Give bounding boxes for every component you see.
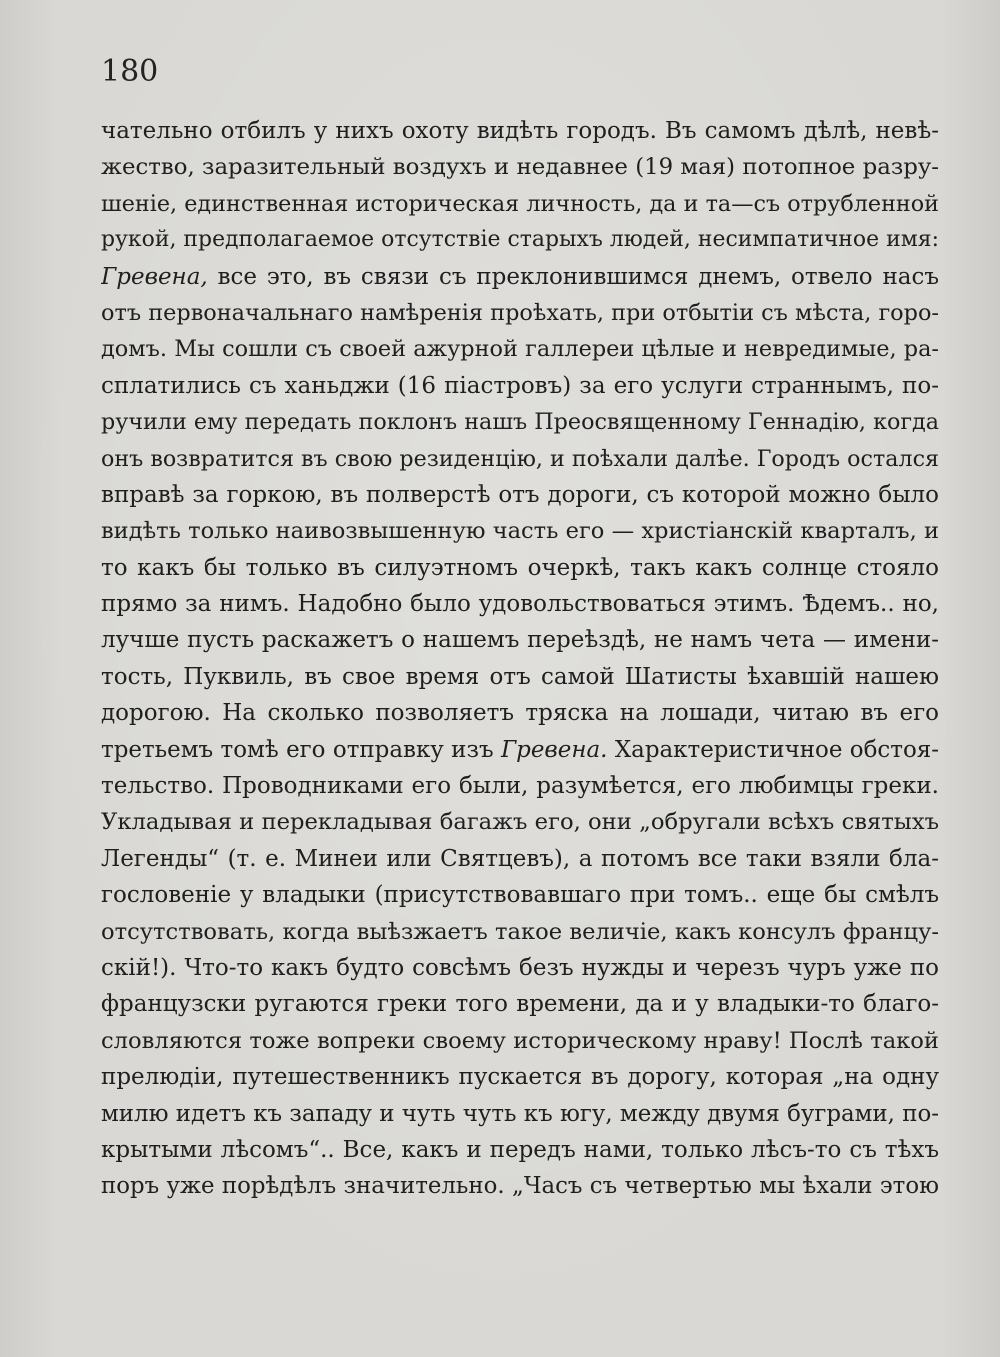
text-segment: лучше пусть раскажетъ о нашемъ переѣздѣ, не намъ чета — имени- (101, 627, 939, 654)
text-line (101, 1059, 939, 1095)
text-segment: рукой, предполагаемое отсутствіе старыхъ людей, несимпатичное имя: (101, 227, 939, 253)
text-line (101, 222, 939, 258)
text-line (101, 404, 939, 440)
text-segment: чательно отбилъ у нихъ охоту видѣть городъ. Въ самомъ дѣлѣ, невѣ- (101, 118, 939, 144)
text-line (101, 441, 939, 477)
text-line (101, 1168, 939, 1204)
text-segment: отсутствовать, когда выѣзжаетъ такое величіе, какъ консулъ францу- (101, 918, 939, 945)
text-line (101, 768, 939, 804)
text-line (101, 186, 939, 222)
text-segment: крытыми лѣсомъ“.. Все, какъ и передъ нами, только лѣсъ-то съ тѣхъ (101, 1136, 939, 1163)
text-segment: милю идетъ къ западу и чуть чуть къ югу, между двумя буграми, по- (101, 1100, 939, 1127)
text-line (101, 368, 939, 404)
text-line (101, 1023, 939, 1059)
text-segment: тельство. Проводниками его были, разумѣется, его любимцы греки. (101, 773, 939, 800)
text-line (101, 950, 939, 986)
text-segment: то какъ бы только въ силуэтномъ очеркѣ, такъ какъ солнце стояло (101, 554, 939, 581)
text-line (101, 877, 939, 913)
text-segment: видѣть только наивозвышенную часть его — христіанскій кварталъ, и (101, 518, 939, 545)
text-segment: третьемъ томѣ его отправку изъ (101, 736, 501, 763)
text-line (101, 550, 939, 586)
text-line (101, 659, 939, 695)
text-line (101, 695, 939, 731)
italic-text: Гревена. (500, 736, 608, 763)
text-line (101, 732, 939, 768)
text-line (101, 914, 939, 950)
text-segment: жество, заразительный воздухъ и недавнее (19 мая) потопное разру- (101, 154, 939, 181)
text-line (101, 1096, 939, 1132)
text-line (101, 295, 939, 331)
text-line (101, 804, 939, 840)
text-line (101, 113, 939, 149)
text-line (101, 841, 939, 877)
text-segment: Легенды“ (т. е. Минеи или Святцевъ), а потомъ все таки взяли бла- (101, 845, 939, 872)
text-line (101, 586, 939, 622)
text-segment: домъ. Мы сошли съ своей ажурной галлереи цѣлые и невредимые, ра- (101, 336, 939, 363)
text-line (101, 513, 939, 549)
text-segment: скій!). Что-то какъ будто совсѣмъ безъ нужды и черезъ чуръ уже по (101, 954, 939, 981)
body-text (101, 113, 939, 1205)
text-segment: гословеніе у владыки (присутствовавшаго при томъ.. еще бы смѣлъ (101, 882, 939, 909)
text-line (101, 149, 939, 185)
text-segment: все это, въ связи съ преклонившимся днемъ, отвело насъ (207, 263, 939, 290)
text-segment: Характеристичное обстоя- (607, 736, 939, 763)
text-segment: французски ругаются греки того времени, да и у владыки-то благо- (101, 991, 939, 1018)
text-line (101, 331, 939, 367)
text-segment: вправѣ за горкою, въ полверстѣ отъ дороги, съ которой можно было (101, 481, 939, 508)
text-line (101, 1132, 939, 1168)
text-line (101, 477, 939, 513)
page-number: 180 (101, 54, 159, 89)
text-line (101, 622, 939, 658)
text-segment: Укладывая и перекладывая багажъ его, они „обругали всѣхъ святыхъ (101, 809, 939, 836)
text-line (101, 259, 939, 295)
text-segment: словляются тоже вопреки своему историческому нраву! Послѣ такой (101, 1027, 939, 1054)
text-segment: сплатились съ ханьджи (16 піастровъ) за его услуги страннымъ, по- (101, 372, 939, 399)
text-line (101, 986, 939, 1022)
text-segment: шеніе, единственная историческая личность, да и та—съ отрубленной (101, 190, 939, 217)
text-segment: тость, Пуквиль, въ свое время отъ самой Шатисты ѣхавшій нашею (101, 663, 939, 690)
text-segment: поръ уже порѣдѣлъ значительно. „Часъ съ четвертью мы ѣхали этою (101, 1173, 939, 1200)
text-segment: онъ возвратится въ свою резиденцію, и поѣхали далѣе. Городъ остался (101, 445, 939, 472)
text-segment: прелюдіи, путешественникъ пускается въ дорогу, которая „на одну (101, 1064, 939, 1091)
text-segment: ручили ему передать поклонъ нашъ Преосвященному Геннадію, когда (101, 409, 939, 436)
italic-text: Гревена, (101, 263, 208, 290)
text-segment: дорогою. На сколько позволяетъ тряска на лошади, читаю въ его (101, 700, 939, 727)
text-segment: отъ первоначальнаго намѣренія проѣхать, при отбытіи съ мѣста, горо- (101, 299, 939, 326)
text-segment: прямо за нимъ. Надобно было удовольствоваться этимъ. Ѣдемъ.. но, (101, 591, 939, 618)
